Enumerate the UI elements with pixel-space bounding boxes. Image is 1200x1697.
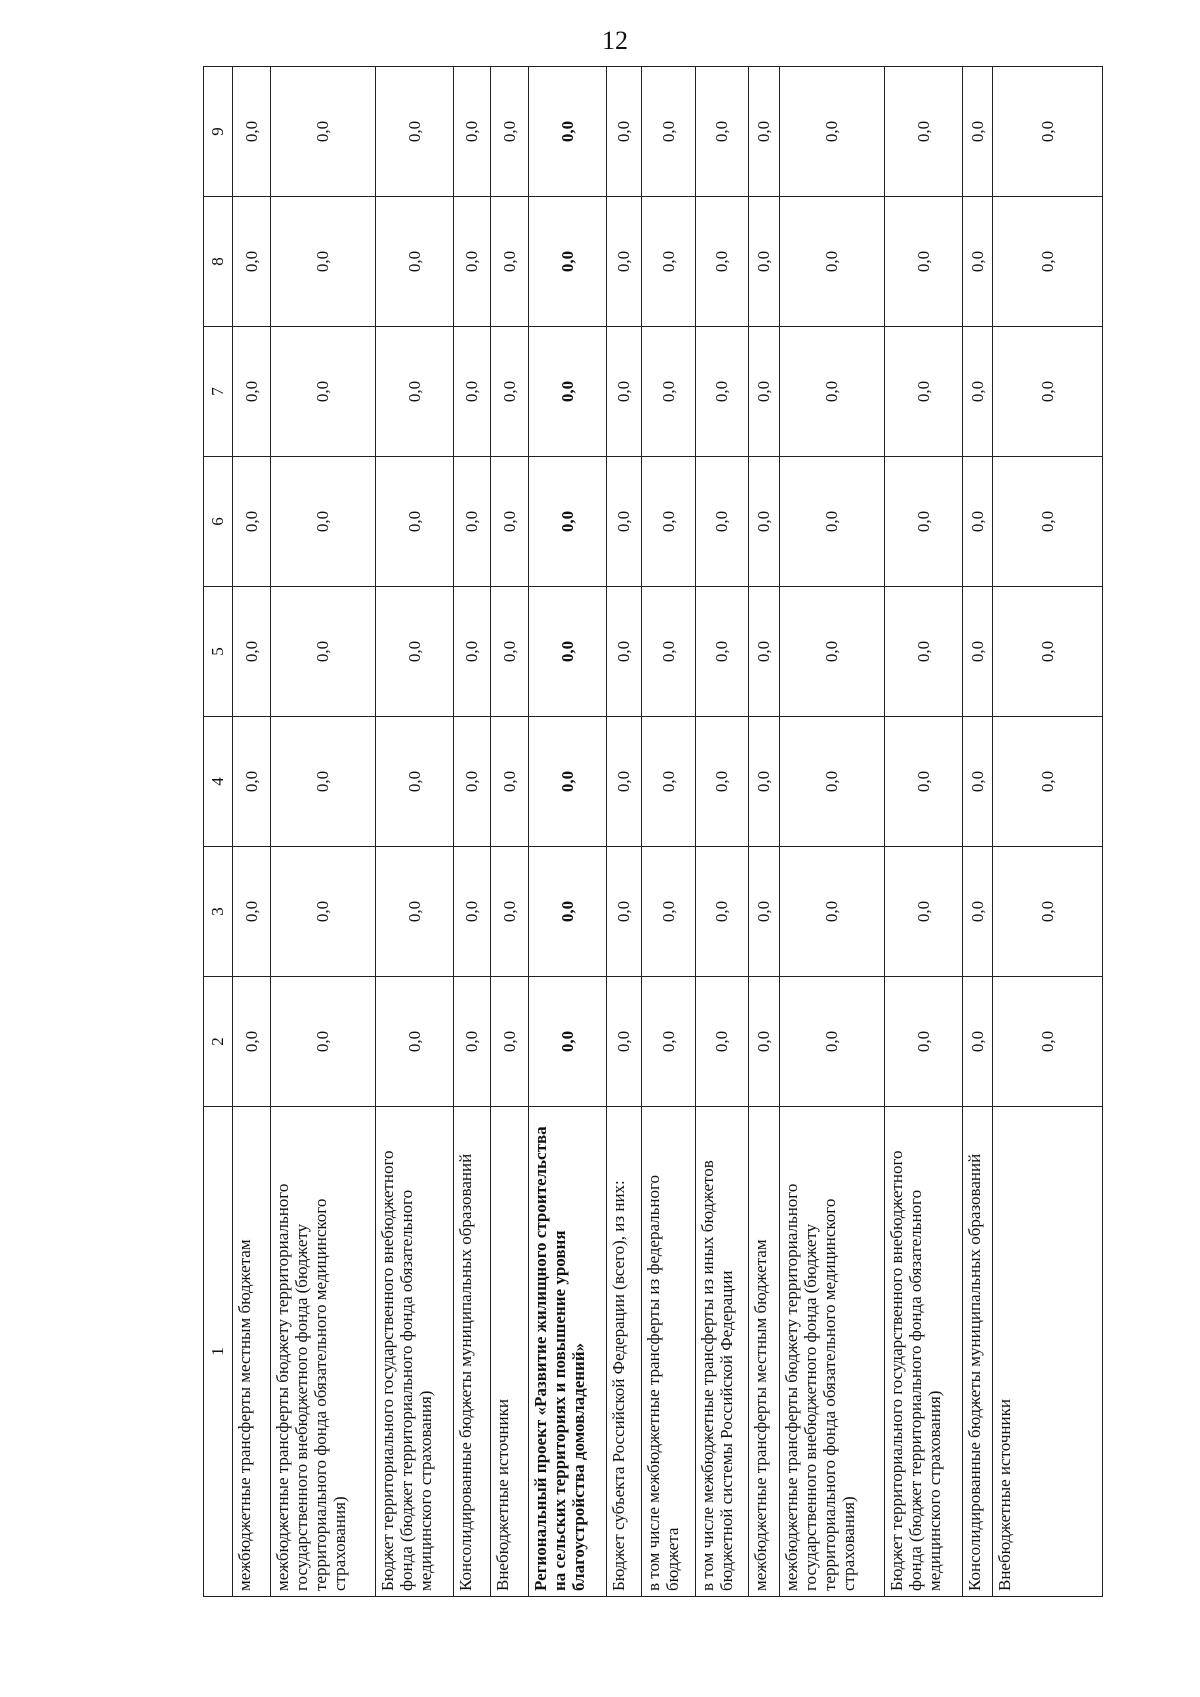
value-cell: 0,0: [375, 197, 453, 327]
value-cell: 0,0: [695, 197, 749, 327]
value-cell: 0,0: [528, 327, 606, 457]
value-cell: 0,0: [453, 67, 491, 197]
value-cell: 0,0: [453, 587, 491, 717]
value-cell: 0,0: [453, 977, 491, 1107]
value-cell: 0,0: [641, 587, 695, 717]
value-cell: 0,0: [270, 457, 375, 587]
value-cell: 0,0: [453, 457, 491, 587]
value-cell: 0,0: [695, 977, 749, 1107]
value-cell: 0,0: [375, 457, 453, 587]
value-cell: 0,0: [491, 977, 529, 1107]
table-row: [884, 67, 962, 1597]
value-cell: 0,0: [528, 717, 606, 847]
value-cell: 0,0: [270, 587, 375, 717]
table-row: [375, 67, 453, 1597]
value-cell: 0,0: [270, 847, 375, 977]
value-cell: 0,0: [528, 457, 606, 587]
value-cell: 0,0: [606, 847, 641, 977]
row-label: Бюджет территориального государственного внебюджетного фонда (бюджет территориального фонда обязательного медицинского страхования): [884, 1107, 962, 1597]
value-cell: 0,0: [884, 457, 962, 587]
value-cell: 0,0: [884, 977, 962, 1107]
value-cell: 0,0: [641, 327, 695, 457]
value-cell: 0,0: [491, 197, 529, 327]
value-cell: 0,0: [375, 717, 453, 847]
value-cell: 0,0: [884, 717, 962, 847]
value-cell: 0,0: [233, 977, 271, 1107]
value-cell: 0,0: [491, 717, 529, 847]
value-cell: 0,0: [779, 847, 884, 977]
row-label: Внебюджетные источники: [992, 1107, 1102, 1597]
value-cell: 0,0: [962, 327, 992, 457]
value-cell: 0,0: [606, 197, 641, 327]
value-cell: 0,0: [884, 847, 962, 977]
value-cell: 0,0: [491, 457, 529, 587]
value-cell: 0,0: [233, 457, 271, 587]
value-cell: 0,0: [375, 587, 453, 717]
value-cell: 0,0: [779, 327, 884, 457]
value-cell: 0,0: [779, 717, 884, 847]
value-cell: 0,0: [375, 327, 453, 457]
value-cell: 0,0: [779, 197, 884, 327]
row-label: Бюджет субъекта Российской Федерации (всего), из них:: [606, 1107, 641, 1597]
value-cell: 0,0: [453, 717, 491, 847]
value-cell: 0,0: [233, 587, 271, 717]
value-cell: 0,0: [491, 327, 529, 457]
row-label: в том числе межбюджетные трансферты из федерального бюджета: [641, 1107, 695, 1597]
value-cell: 0,0: [606, 67, 641, 197]
row-label: Консолидированные бюджеты муниципальных образований: [453, 1107, 491, 1597]
value-cell: 0,0: [641, 67, 695, 197]
value-cell: 0,0: [884, 67, 962, 197]
value-cell: 0,0: [233, 847, 271, 977]
row-label: межбюджетные трансферты бюджету территориального государственного внебюджетного фонда (бюджету территориального фонда обязательного медицинского страхования): [270, 1107, 375, 1597]
value-cell: 0,0: [695, 327, 749, 457]
value-cell: 0,0: [453, 327, 491, 457]
column-header: 9: [204, 67, 233, 197]
value-cell: 0,0: [606, 717, 641, 847]
value-cell: 0,0: [884, 197, 962, 327]
column-header: 5: [204, 587, 233, 717]
value-cell: 0,0: [270, 197, 375, 327]
row-label: межбюджетные трансферты местным бюджетам: [749, 1107, 779, 1597]
value-cell: 0,0: [606, 587, 641, 717]
row-label: Внебюджетные источники: [491, 1107, 529, 1597]
row-label: межбюджетные трансферты бюджету территориального государственного внебюджетного фонда (бюджету территориального фонда обязательного медицинского страхования): [779, 1107, 884, 1597]
value-cell: 0,0: [779, 457, 884, 587]
value-cell: 0,0: [491, 847, 529, 977]
row-label: межбюджетные трансферты местным бюджетам: [233, 1107, 271, 1597]
column-header: 3: [204, 847, 233, 977]
value-cell: 0,0: [749, 457, 779, 587]
value-cell: 0,0: [453, 847, 491, 977]
value-cell: 0,0: [749, 197, 779, 327]
value-cell: 0,0: [375, 977, 453, 1107]
value-cell: 0,0: [695, 847, 749, 977]
value-cell: 0,0: [992, 327, 1102, 457]
value-cell: 0,0: [270, 67, 375, 197]
value-cell: 0,0: [453, 197, 491, 327]
value-cell: 0,0: [992, 977, 1102, 1107]
value-cell: 0,0: [695, 67, 749, 197]
column-header: 4: [204, 717, 233, 847]
value-cell: 0,0: [992, 847, 1102, 977]
table-body: [233, 67, 1103, 1597]
value-cell: 0,0: [962, 847, 992, 977]
value-cell: 0,0: [375, 67, 453, 197]
column-header: 1: [204, 1107, 233, 1597]
page-number: 12: [602, 26, 628, 55]
value-cell: 0,0: [962, 457, 992, 587]
row-label: Бюджет территориального государственного внебюджетного фонда (бюджет территориального фонда обязательного медицинского страхования): [375, 1107, 453, 1597]
value-cell: 0,0: [528, 977, 606, 1107]
table-row: [962, 67, 992, 1597]
value-cell: 0,0: [749, 327, 779, 457]
value-cell: 0,0: [992, 587, 1102, 717]
value-cell: 0,0: [606, 457, 641, 587]
value-cell: 0,0: [641, 457, 695, 587]
value-cell: 0,0: [270, 977, 375, 1107]
column-header: 7: [204, 327, 233, 457]
value-cell: 0,0: [695, 457, 749, 587]
column-header: 6: [204, 457, 233, 587]
value-cell: 0,0: [962, 197, 992, 327]
table-row: [641, 67, 695, 1597]
table-row: [695, 67, 749, 1597]
column-header: 8: [204, 197, 233, 327]
value-cell: 0,0: [528, 847, 606, 977]
table-row: [606, 67, 641, 1597]
row-label: Региональный проект «Развитие жилищного строительства на сельских территориях и повышение уровня благоустройства домовладений»: [528, 1107, 606, 1597]
value-cell: 0,0: [270, 327, 375, 457]
row-label: Консолидированные бюджеты муниципальных образований: [962, 1107, 992, 1597]
column-header: 2: [204, 977, 233, 1107]
value-cell: 0,0: [962, 717, 992, 847]
value-cell: 0,0: [884, 587, 962, 717]
value-cell: 0,0: [641, 847, 695, 977]
rotated-table-container: [203, 67, 1103, 1597]
value-cell: 0,0: [491, 587, 529, 717]
value-cell: 0,0: [749, 717, 779, 847]
table-row: [528, 67, 606, 1597]
value-cell: 0,0: [695, 587, 749, 717]
value-cell: 0,0: [641, 717, 695, 847]
value-cell: 0,0: [233, 327, 271, 457]
value-cell: 0,0: [491, 67, 529, 197]
table-row: [749, 67, 779, 1597]
budget-table: [203, 66, 1103, 1597]
value-cell: 0,0: [779, 587, 884, 717]
value-cell: 0,0: [528, 197, 606, 327]
value-cell: 0,0: [749, 977, 779, 1107]
value-cell: 0,0: [606, 977, 641, 1107]
table-row: [779, 67, 884, 1597]
value-cell: 0,0: [233, 67, 271, 197]
table-row: [491, 67, 529, 1597]
value-cell: 0,0: [528, 67, 606, 197]
value-cell: 0,0: [962, 587, 992, 717]
value-cell: 0,0: [779, 67, 884, 197]
value-cell: 0,0: [270, 717, 375, 847]
value-cell: 0,0: [606, 327, 641, 457]
table-row: [270, 67, 375, 1597]
value-cell: 0,0: [992, 197, 1102, 327]
value-cell: 0,0: [375, 847, 453, 977]
value-cell: 0,0: [695, 717, 749, 847]
value-cell: 0,0: [641, 977, 695, 1107]
value-cell: 0,0: [749, 587, 779, 717]
value-cell: 0,0: [962, 977, 992, 1107]
table-row: [992, 67, 1102, 1597]
table-row: [453, 67, 491, 1597]
value-cell: 0,0: [233, 717, 271, 847]
value-cell: 0,0: [962, 67, 992, 197]
value-cell: 0,0: [233, 197, 271, 327]
value-cell: 0,0: [641, 197, 695, 327]
value-cell: 0,0: [779, 977, 884, 1107]
table-row: [233, 67, 271, 1597]
table-header-row: [204, 67, 233, 1597]
value-cell: 0,0: [884, 327, 962, 457]
value-cell: 0,0: [992, 717, 1102, 847]
value-cell: 0,0: [749, 847, 779, 977]
row-label: в том числе межбюджетные трансферты из иных бюджетов бюджетной системы Российской Федерации: [695, 1107, 749, 1597]
value-cell: 0,0: [992, 67, 1102, 197]
value-cell: 0,0: [992, 457, 1102, 587]
value-cell: 0,0: [528, 587, 606, 717]
value-cell: 0,0: [749, 67, 779, 197]
